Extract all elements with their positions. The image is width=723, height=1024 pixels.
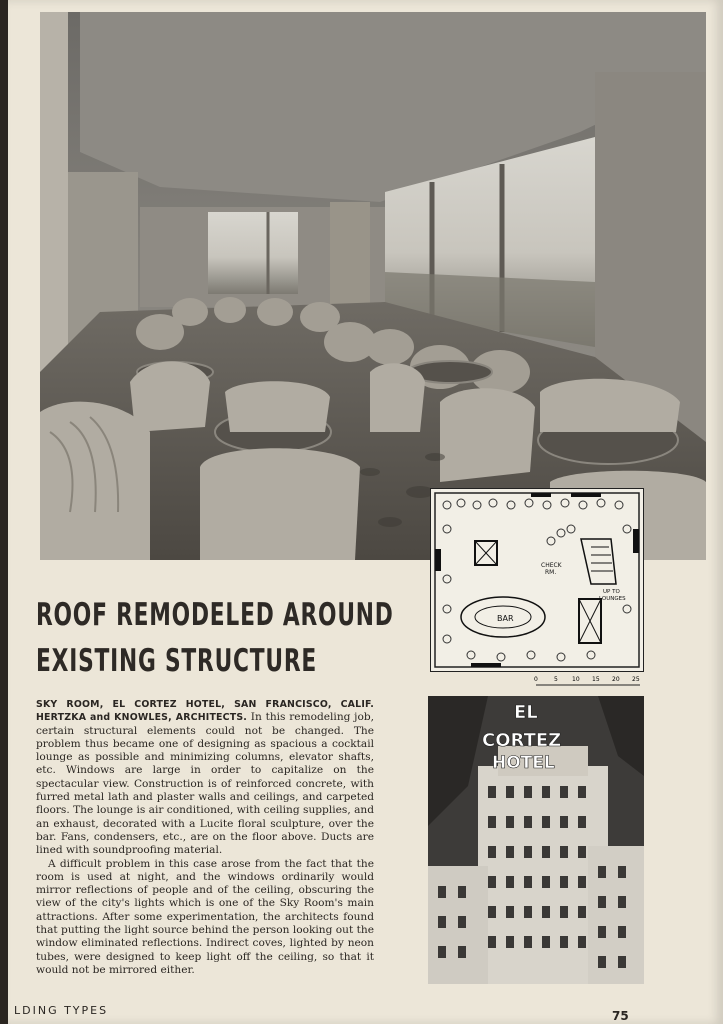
page-number: 75 xyxy=(612,1009,629,1023)
article-paragraph-1-text: In this remodeling job, certain structural elements could not be changed. The problem thus became one of designing as spacious a cocktail lounge as possible and minimizing columns, elevator shafts, etc. Windows are large in order to capitalize on the spectacular view. Construction is of reinforced concrete, with furred metal lath and plaster walls and ceilings, and carpeted floors. The lounge is air conditioned, with ceiling supplies, and an exhaust, decorated with a Lucite floral sculpture, over the bar. Fans, condensers, etc., are on the floor above. Ducts are lined with soundproofing material. xyxy=(36,711,374,857)
magazine-page xyxy=(8,0,723,1024)
el-cortez-hotel-photo xyxy=(428,696,644,984)
article-body xyxy=(36,698,374,977)
bar-label: BAR xyxy=(497,614,514,623)
article-lead: SKY ROOM, EL CORTEZ HOTEL, SAN FRANCISCO, CALIF. HERTZKA and KNOWLES, ARCHITECTS. xyxy=(36,699,374,724)
footer-magazine-name: LDING TYPES xyxy=(14,1004,109,1017)
scale-tick: 15 xyxy=(592,676,600,683)
article-headline xyxy=(36,592,436,684)
scale-tick: 0 xyxy=(534,676,538,683)
hotel-sign-line-2: CORTEZ xyxy=(482,730,562,751)
scale-tick: 20 xyxy=(612,676,620,683)
headline-line-2: EXISTING STRUCTURE xyxy=(36,643,318,679)
article-paragraph-2: A difficult problem in this case arose from the fact that the room is used at night, and the windows ordinarily would mirror reflections of people and of the ceiling, obscuring the view of the city's lights which is one of the Sky Room's main attractions. After some experimentation, the architects found that putting the light source behind the person looking out the window eliminated reflections. Indirect coves, lighted by neon tubes, were designed to keep light off the ceiling, so that it would not be mirrored either. xyxy=(36,857,374,976)
sky-room-interior-photo xyxy=(40,12,706,560)
plan-scale-bar xyxy=(528,674,648,688)
stair-label-1: UP TO xyxy=(603,589,620,595)
floor-plan-diagram xyxy=(430,488,644,672)
hotel-sign-line-3: HOTEL xyxy=(492,753,555,773)
headline-line-1: ROOF REMODELED AROUND xyxy=(36,597,394,633)
stair-label-2: LOUNGES xyxy=(599,596,626,602)
hotel-sign-line-1: EL xyxy=(514,702,538,723)
check-room-label-1: CHECK xyxy=(541,562,562,569)
scale-tick: 25 xyxy=(632,676,640,683)
article-paragraph-1 xyxy=(36,698,374,858)
scale-tick: 5 xyxy=(554,676,558,683)
check-room-label-2: RM. xyxy=(545,569,557,576)
scale-tick: 10 xyxy=(572,676,580,683)
